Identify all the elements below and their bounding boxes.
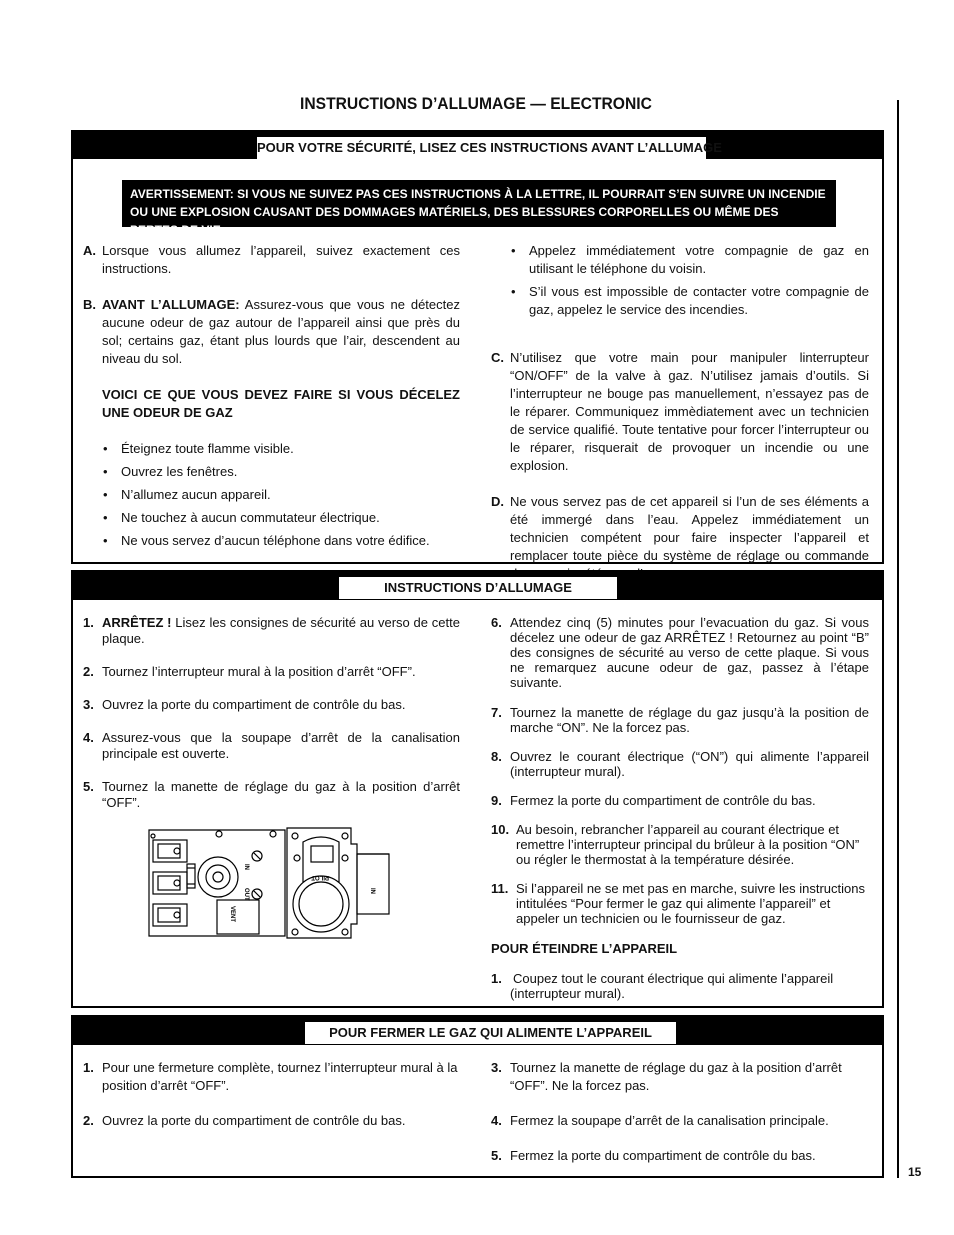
item-lead: AVANT L’ALLUMAGE: xyxy=(102,297,240,312)
step-text: Attendez cinq (5) minutes pour l’evacuation du gaz. Si vous décelez une odeur de gaz ARRÊTEZ ! Retournez au point “B” des consignes de sécurité au verso de cette plaque. Si vous ne remarquez aucune odeur de gaz, passez à l’étape suivante. xyxy=(510,615,869,690)
step-number: 3. xyxy=(83,697,94,712)
valve-label-vent: VENT xyxy=(229,906,235,923)
shutoff-right-column xyxy=(491,1059,869,1165)
list-item: • Ne touchez à aucun commutateur électrique. xyxy=(102,509,460,527)
lighting-box xyxy=(71,570,884,1008)
step-number: 3. xyxy=(491,1060,502,1075)
shutoff-header: POUR FERMER LE GAZ QUI ALIMENTE L’APPAREIL xyxy=(305,1022,676,1044)
lighting-step xyxy=(83,779,460,811)
item-label: A. xyxy=(83,243,96,258)
smell-heading: VOICI CE QUE VOUS DEVEZ FAIRE SI VOUS DÉCELEZ UNE ODEUR DE GAZ xyxy=(102,387,460,420)
lighting-step xyxy=(491,705,869,735)
item-label: B. xyxy=(83,297,96,312)
step-text: Fermez la soupape d’arrêt de la canalisation principale. xyxy=(510,1113,829,1128)
list-item: • N’allumez aucun appareil. xyxy=(102,486,460,504)
valve-label-out: OUT xyxy=(243,888,249,901)
step-text: Tournez la manette de réglage du gaz à la position d’arrêt “OFF”. Ne la forcez pas. xyxy=(510,1060,842,1093)
safety-left-column xyxy=(83,242,460,550)
safety-header: POUR VOTRE SÉCURITÉ, LISEZ CES INSTRUCTIONS AVANT L’ALLUMAGE xyxy=(257,137,706,159)
page-number: 15 xyxy=(908,1165,922,1179)
turn-off-step xyxy=(491,971,869,1001)
step-text: Coupez tout le courant électrique qui alimente l’appareil (interrupteur mural). xyxy=(510,971,834,1001)
safety-item-c xyxy=(491,349,869,475)
step-number: 4. xyxy=(491,1113,502,1128)
lighting-step xyxy=(83,664,460,680)
shutoff-step xyxy=(83,1059,460,1095)
lighting-step xyxy=(83,730,460,762)
shutoff-left-column xyxy=(83,1059,460,1130)
step-text: Ouvrez la porte du compartiment de contrôle du bas. xyxy=(102,697,406,712)
lighting-step xyxy=(491,822,869,867)
shutoff-step xyxy=(491,1112,869,1130)
step-text: Lisez les consignes de sécurité au verso de cette plaque. xyxy=(102,615,460,646)
step-number: 2. xyxy=(83,664,94,679)
lighting-right-column xyxy=(491,615,869,1001)
step-number: 5. xyxy=(83,779,94,794)
step-text: Ouvrez le courant électrique (“ON”) qui alimente l’appareil (interrupteur mural). xyxy=(510,749,869,779)
item-text: Ne vous servez pas de cet appareil si l’un de ses éléments a été immergé dans l’eau. Appelez immédiatement un technicien compétent pour faire inspecter l’appareil et remplacer toute pièce du système de réglage ou commande xyxy=(510,494,869,563)
lighting-step xyxy=(491,793,869,808)
shutoff-step xyxy=(83,1112,460,1130)
item-text: Lorsque vous allumez l’appareil, suivez exactement ces instructions. xyxy=(102,243,460,276)
step-text: Pour une fermeture complète, tournez l’interrupteur mural à la position d’arrêt “OFF”. xyxy=(102,1060,458,1093)
valve-label-outlet: IN xyxy=(369,888,375,894)
lighting-step xyxy=(491,615,869,690)
turn-off-heading: POUR ÉTEINDRE L’APPAREIL xyxy=(491,941,678,956)
list-item: • Ouvrez les fenêtres. xyxy=(102,463,460,481)
list-item: • Éteignez toute flamme visible. xyxy=(102,440,460,458)
list-item: • Ne vous servez d’aucun téléphone dans votre édifice. xyxy=(102,532,460,550)
step-text: Fermez la porte du compartiment de contrôle du bas. xyxy=(510,793,816,808)
lighting-step xyxy=(491,881,869,926)
step-number: 9. xyxy=(491,793,502,808)
list-item: • Appelez immédiatement votre compagnie de gaz en utilisant le téléphone du voisin. xyxy=(510,242,869,278)
step-text: Assurez-vous que la soupape d’arrêt de la canalisation principale est ouverte. xyxy=(102,730,460,761)
step-number: 8. xyxy=(491,749,502,764)
lighting-step xyxy=(491,749,869,779)
safety-box xyxy=(71,130,884,564)
lighting-header: INSTRUCTIONS D’ALLUMAGE xyxy=(339,577,617,599)
shutoff-step xyxy=(491,1147,869,1165)
step-number: 4. xyxy=(83,730,94,745)
step-number: 5. xyxy=(491,1148,502,1163)
item-label: D. xyxy=(491,494,504,509)
step-text: Ouvrez la porte du compartiment de contrôle du bas. xyxy=(102,1113,406,1128)
step-number: 1. xyxy=(83,1060,94,1075)
lighting-step xyxy=(83,615,460,647)
step-number: 2. xyxy=(83,1113,94,1128)
step-text: Fermez la porte du compartiment de contrôle du bas. xyxy=(510,1148,816,1163)
warning-banner: AVERTISSEMENT: SI VOUS NE SUIVEZ PAS CES INSTRUCTIONS À LA LETTRE, IL POURRAIT S’EN SUIVRE UN INCENDIE OU UNE EXPLOSION CAUSANT DES DOMMAGES MATÉRIELS, DES BLESSURES CORPORELLES OU MÊME DES PERTES DE VIE. xyxy=(122,180,836,227)
gas-valve-diagram xyxy=(145,824,395,942)
safety-item-a xyxy=(83,242,460,278)
shutoff-box xyxy=(71,1015,884,1178)
valve-label-pilot: PILOT xyxy=(311,874,329,880)
safety-right-column xyxy=(491,242,869,583)
page-title: INSTRUCTIONS D’ALLUMAGE — ELECTRONIC xyxy=(300,94,652,113)
step-lead: ARRÊTEZ ! xyxy=(102,615,172,630)
list-item: • S’il vous est impossible de contacter votre compagnie de gaz, appelez le service des incendies. xyxy=(510,283,869,319)
shutoff-step xyxy=(491,1059,869,1095)
step-number: 1. xyxy=(491,971,502,986)
step-number: 6. xyxy=(491,615,502,630)
step-text: Tournez la manette de réglage du gaz à la position d’arrêt “OFF”. xyxy=(102,779,460,810)
step-text: Si l’appareil ne se met pas en marche, suivre les instructions intitulées “Pour fermer le gaz qui alimente l’appareil” et appeler un technicien ou le fournisseur de gaz. xyxy=(516,881,865,926)
lighting-step xyxy=(83,697,460,713)
safety-item-b xyxy=(83,296,460,368)
lighting-left-column xyxy=(83,615,460,811)
step-number: 11. xyxy=(491,881,509,896)
step-number: 10. xyxy=(491,822,510,837)
margin-rule xyxy=(897,100,899,1178)
step-text: Tournez la manette de réglage du gaz jusqu’à la position de marche “ON”. Ne la forcez pas. xyxy=(510,705,869,735)
step-number: 7. xyxy=(491,705,502,720)
valve-label-in: IN xyxy=(243,864,249,870)
step-text: Au besoin, rebrancher l’appareil au courant électrique et remettre l’interrupteur principal du brûleur à la position “ON” ou régler le thermostat à la température désirée. xyxy=(516,822,860,867)
item-text: Assurez-vous que vous ne détectez aucune odeur de gaz autour de l’appareil ainsi que près du sol; certains gaz, étant plus lourds que l’air, descendent au niveau du sol. xyxy=(102,297,460,366)
item-text: N’utilisez que votre main pour manipuler linterrupteur “ON/OFF” de la valve à gaz. N’utilisez jamais d’outils. Si l’interrupteur ne bouge pas manuellement, n’essayez pas de le réparer. Communiquez immèdiatement avec un technicien de service qualifié. Toute tentative pour forcer l’interrupteur ou le réparer, risquerait de provoquer un incendie ou une explosion. xyxy=(510,350,869,473)
step-text: Tournez l’interrupteur mural à la position d’arrêt “OFF”. xyxy=(102,664,416,679)
item-label: C. xyxy=(491,350,504,365)
step-number: 1. xyxy=(83,615,94,630)
smell-bullets xyxy=(83,440,460,550)
